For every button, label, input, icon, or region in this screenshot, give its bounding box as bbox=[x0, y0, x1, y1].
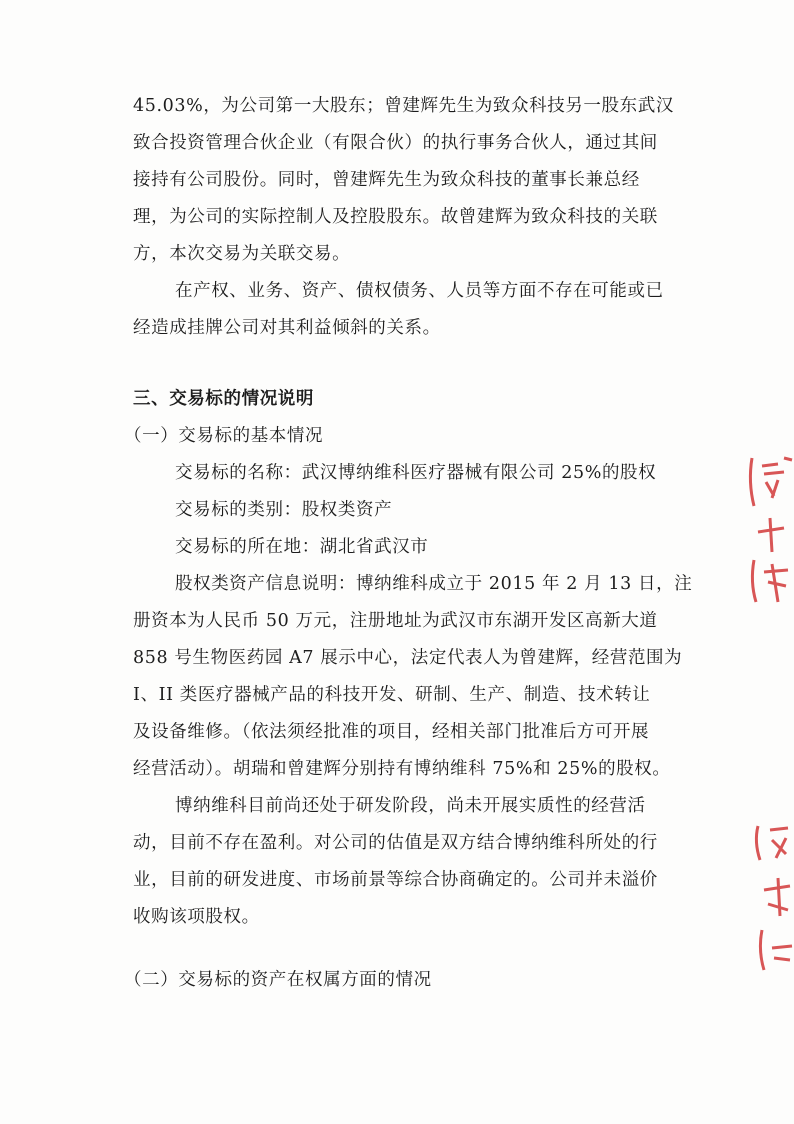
text-line: I、II 类医疗器械产品的科技开发、研制、生产、制造、技术转让 bbox=[133, 685, 651, 705]
text-line: 经造成挂牌公司对其利益倾斜的关系。 bbox=[133, 318, 441, 338]
text-line: 在产权、业务、资产、债权债务、人员等方面不存在可能或已 bbox=[175, 281, 664, 301]
text-line: 接持有公司股份。同时，曾建辉先生为致众科技的董事长兼总经 bbox=[133, 170, 640, 190]
section-heading: 三、交易标的情况说明 bbox=[133, 389, 314, 409]
text-line: 理，为公司的实际控制人及控股股东。故曾建辉为致众科技的关联 bbox=[133, 207, 658, 227]
subsection-heading: （一）交易标的基本情况 bbox=[124, 426, 324, 446]
text-line: 动，目前不存在盈利。对公司的估值是双方结合博纳维科所处的行 bbox=[133, 833, 658, 853]
text-line: 及设备维修。（依法须经批准的项目，经相关部门批准后方可开展 bbox=[133, 722, 650, 742]
text-line: 股权类资产信息说明：博纳维科成立于 2015 年 2 月 13 日，注 bbox=[175, 574, 693, 594]
text-line: 业，目前的研发进度、市场前景等综合协商确定的。公司并未溢价 bbox=[133, 870, 658, 890]
seal-fragment-bottom bbox=[750, 820, 794, 980]
text-line: 册资本为人民币 50 万元，注册地址为武汉市东湖开发区高新大道 bbox=[133, 611, 658, 631]
subsection-heading: （二）交易标的资产在权属方面的情况 bbox=[124, 970, 432, 990]
text-line: 经营活动）。胡瑞和曾建辉分别持有博纳维科 75%和 25%的股权。 bbox=[133, 759, 671, 779]
field-line: 交易标的所在地：湖北省武汉市 bbox=[175, 537, 429, 557]
field-line: 交易标的名称：武汉博纳维科医疗器械有限公司 25%的股权 bbox=[175, 463, 657, 483]
text-line: 45.03%，为公司第一大股东；曾建辉先生为致众科技另一股东武汉 bbox=[133, 96, 674, 116]
text-line: 858 号生物医药园 A7 展示中心，法定代表人为曾建辉，经营范围为 bbox=[133, 648, 683, 668]
text-line: 致合投资管理合伙企业（有限合伙）的执行事务合伙人，通过其间 bbox=[133, 133, 658, 153]
field-line: 交易标的类别：股权类资产 bbox=[175, 500, 393, 520]
text-line: 收购该项股权。 bbox=[133, 907, 260, 927]
text-line: 方，本次交易为关联交易。 bbox=[133, 244, 351, 264]
seal-fragment-top bbox=[744, 452, 794, 612]
text-line: 博纳维科目前尚还处于研发阶段，尚未开展实质性的经营活 bbox=[175, 796, 646, 816]
